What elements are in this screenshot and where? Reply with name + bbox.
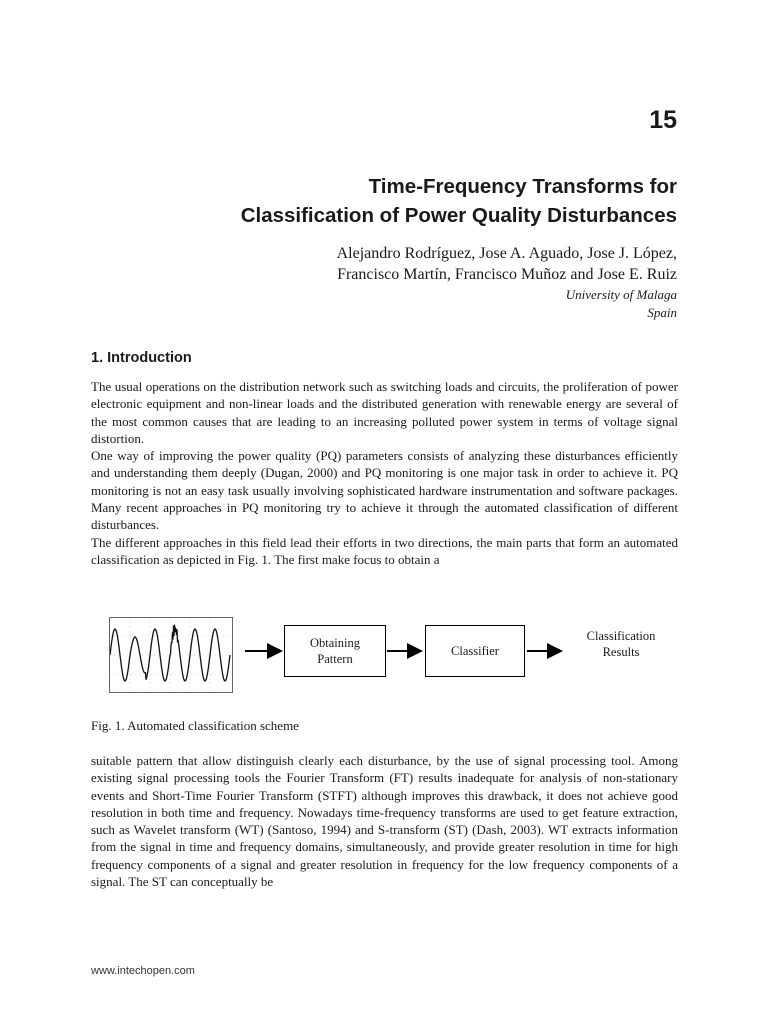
author-line: Francisco Martín, Francisco Muñoz and Jose E. Ruiz bbox=[337, 266, 677, 283]
continued-text-block bbox=[91, 752, 678, 890]
chapter-title bbox=[241, 172, 677, 230]
paragraph: suitable pattern that allow distinguish clearly each disturbance, by the use of signal processing tool. Among existing signal processing tools the Fourier Transform (FT) results inadequate for analysis of non-stationary events and Short-Time Fourier Transform (STFT) although improves this drawback, it does not achieve good resolution in both time and frequency. Nowadays time-frequency transforms are used to get feature extraction, such as Wavelet transform (WT) (Santoso, 1994) and S-transform (ST) (Dash, 2003). WT extracts information from the signal in time and frequency domains, simultaneously, and provide greater resolution in time for high frequency components of a signal and greater resolution in frequency for the low frequency components of a signal. The ST can conceptually be bbox=[91, 753, 678, 890]
chapter-number: 15 bbox=[649, 106, 677, 134]
author-list bbox=[337, 243, 677, 285]
country-name: Spain bbox=[647, 305, 677, 320]
paragraph: The usual operations on the distribution network such as switching loads and circuits, the proliferation of power electronic equipment and non-linear loads and the distributed generation with renewable energy are several of the most common causes that are leading to an increasing polluted power system in terms of voltage signal distortion. bbox=[91, 379, 678, 446]
results-text: Classification bbox=[586, 629, 656, 643]
figure-caption: Fig. 1. Automated classification scheme bbox=[91, 718, 299, 733]
chapter-title-line: Classification of Power Quality Disturbances bbox=[240, 204, 677, 227]
university-name: University of Malaga bbox=[565, 287, 677, 302]
author-line: Alejandro Rodríguez, Jose A. Aguado, Jose J. López, bbox=[336, 245, 677, 262]
box-label: Pattern bbox=[317, 652, 353, 666]
box-label: Classifier bbox=[451, 644, 499, 658]
paragraph: One way of improving the power quality (PQ) parameters consists of analyzing these disturbances efficiently and understanding them deeply (Dugan, 2000) and PQ monitoring is one major task in order to achieve it. PQ monitoring is not an easy task usually involving sophisticated hardware instrumentation and software packages. Many recent approaches in PQ monitoring try to achieve it through the automated classification of different disturbances. bbox=[91, 448, 678, 533]
section-heading: 1. Introduction bbox=[91, 350, 192, 366]
footer-url: www.intechopen.com bbox=[91, 965, 195, 977]
figure-classification-scheme bbox=[91, 605, 678, 705]
affiliation bbox=[566, 286, 677, 322]
intro-text-block bbox=[91, 378, 678, 568]
chapter-title-line: Time-Frequency Transforms for bbox=[368, 175, 677, 198]
results-text: Results bbox=[602, 645, 640, 659]
paragraph: The different approaches in this field lead their efforts in two directions, the main parts that form an automated classification as depicted in Fig. 1. The first make focus to obtain a bbox=[91, 534, 678, 567]
flow-arrows bbox=[91, 605, 678, 705]
box-label: Obtaining bbox=[310, 636, 360, 650]
